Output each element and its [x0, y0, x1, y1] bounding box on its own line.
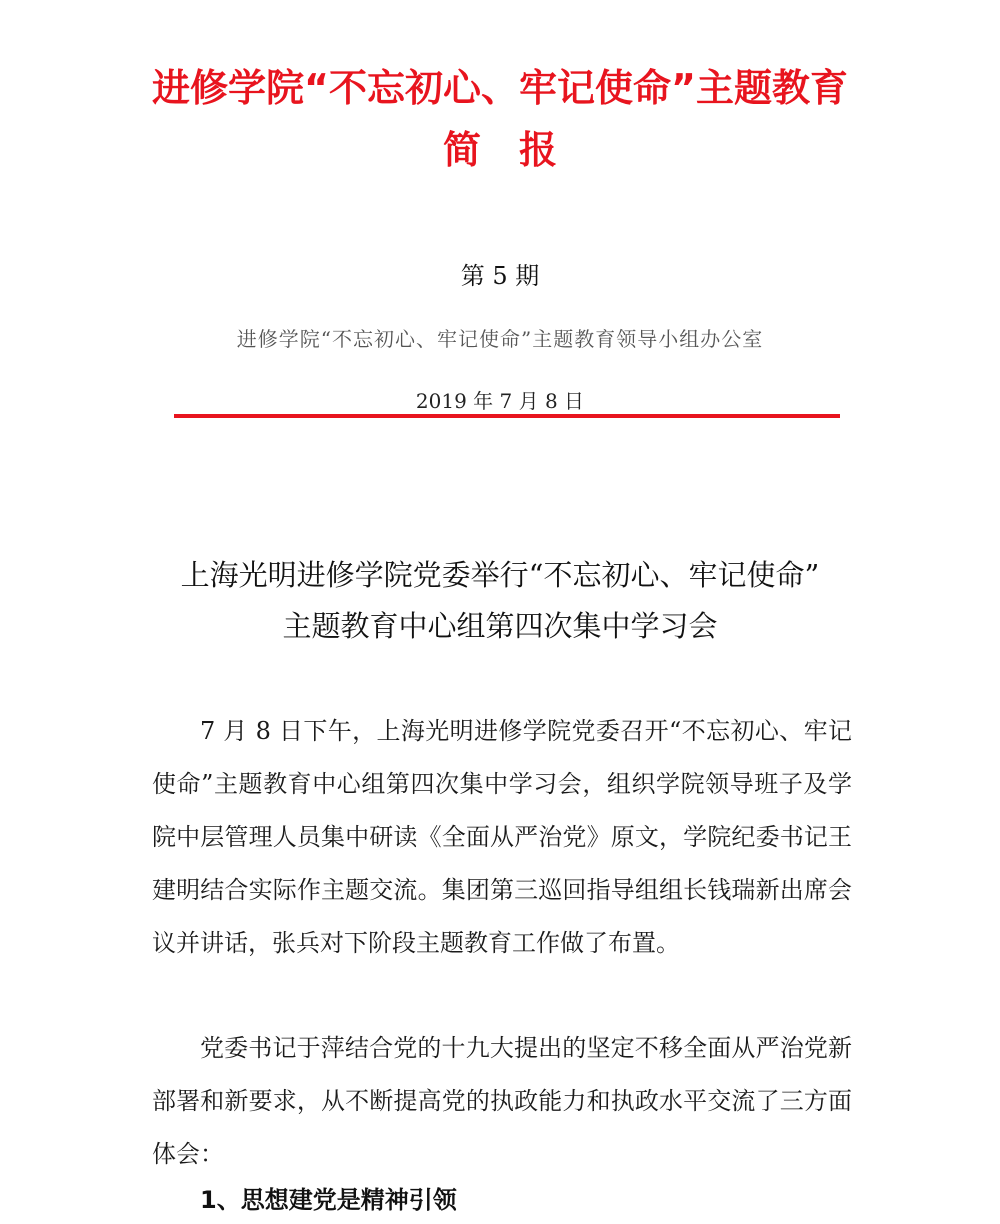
article-paragraph-2: 党委书记于萍结合党的十九大提出的坚定不移全面从严治党新部署和新要求，从不断提高党的执政能力和执政水平交流了三方面体会： — [152, 1034, 852, 1168]
masthead-title-line1: 进修学院“不忘初心、牢记使命”主题教育 — [152, 66, 848, 110]
issue-number: 第 5 期 — [460, 262, 540, 290]
red-divider-line — [174, 414, 840, 418]
issuing-office: 进修学院“不忘初心、牢记使命”主题教育领导小组办公室 — [236, 327, 764, 351]
masthead-title-line2: 简 报 — [442, 128, 557, 172]
article-title-line2: 主题教育中心组第四次集中学习会 — [282, 609, 718, 643]
issue-date: 2019 年 7 月 8 日 — [415, 389, 585, 413]
article-title-line1: 上海光明进修学院党委举行“不忘初心、牢记使命” — [180, 558, 820, 592]
article-paragraph-1: 7 月 8 日下午，上海光明进修学院党委召开“不忘初心、牢记使命”主题教育中心组第四次集中学习会，组织学院领导班子及学院中层管理人员集中研读《全面从严治党》原文，学院纪委书记王建明结合实际作主题交流。集团第三巡回指导组组长钱瑞新出席会议并讲话，张兵对下阶段主题教育工作做了布置。 — [152, 717, 852, 957]
section-heading-1: 1、思想建党是精神引领 — [200, 1186, 457, 1214]
